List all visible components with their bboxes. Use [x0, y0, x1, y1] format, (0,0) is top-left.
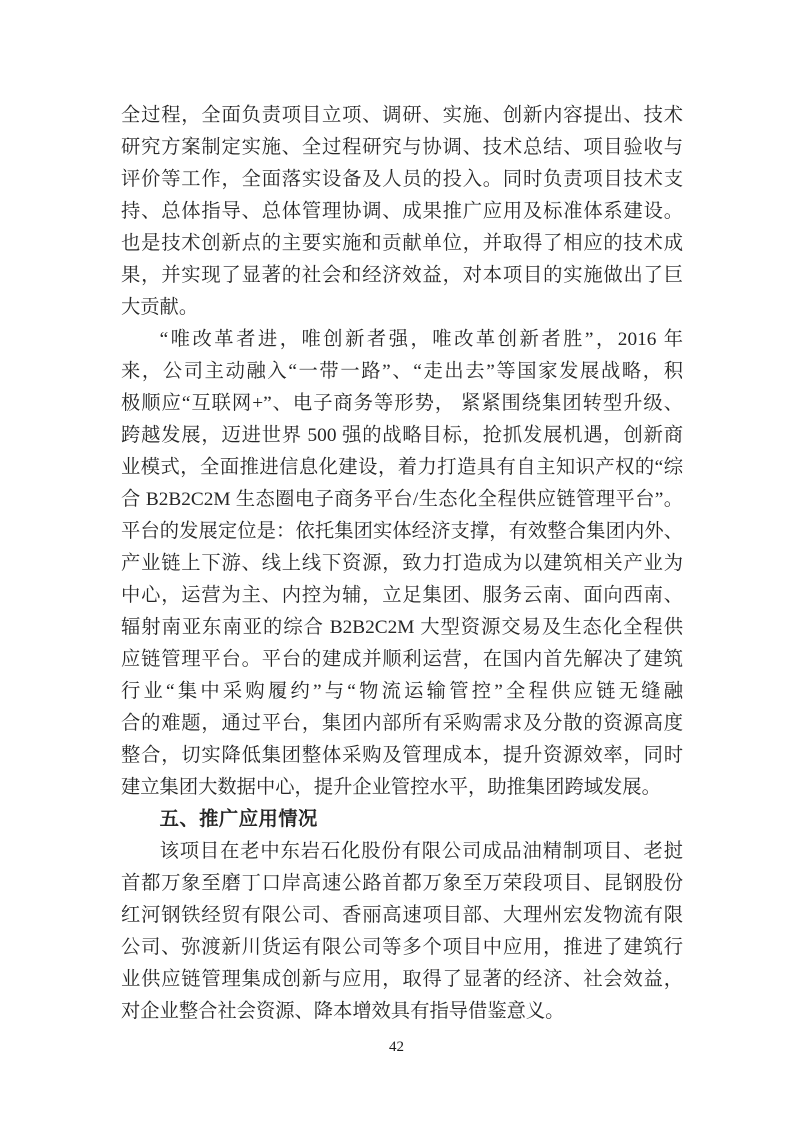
text-line: 该项目在老中东岩石化股份有限公司成品油精制项目、老挝: [159, 841, 683, 862]
text-line: 中心，运营为主、内控为辅，立足集团、服务云南、面向西南、: [121, 585, 683, 606]
text-line: 果，并实现了显著的社会和经济效益，对本项目的实施做出了巨: [121, 265, 683, 286]
text-line: 平台的发展定位是：依托集团实体经济支撑，有效整合集团内外、: [121, 521, 683, 542]
section-heading: 五、推广应用情况: [159, 809, 318, 830]
text-line: 来，公司主动融入“一带一路”、“走出去”等国家发展战略，积: [121, 361, 683, 382]
text-line: 极顺应“互联网+”、电子商务等形势， 紧紧围绕集团转型升级、: [121, 393, 683, 414]
text-line: 辐射南亚东南亚的综合 B2B2C2M 大型资源交易及生态化全程供: [121, 617, 683, 638]
page-number: 42: [389, 1039, 404, 1055]
text-line: 全过程，全面负责项目立项、调研、实施、创新内容提出、技术: [121, 105, 683, 126]
text-line: 对企业整合社会资源、降本增效具有指导借鉴意义。: [121, 1001, 565, 1022]
text-line: 合的难题，通过平台，集团内部所有采购需求及分散的资源高度: [121, 713, 683, 734]
text-line: 建立集团大数据中心，提升企业管控水平，助推集团跨域发展。: [121, 777, 661, 798]
text-line: 业模式，全面推进信息化建设，着力打造具有自主知识产权的“综: [121, 457, 683, 478]
text-line: 业供应链管理集成创新与应用，取得了显著的经济、社会效益，: [121, 969, 683, 990]
text-line: 研究方案制定实施、全过程研究与协调、技术总结、项目验收与: [121, 137, 683, 158]
text-line: 公司、弥渡新川货运有限公司等多个项目中应用，推进了建筑行: [121, 937, 683, 958]
text-line: 产业链上下游、线上线下资源，致力打造成为以建筑相关产业为: [121, 553, 683, 574]
text-line: 也是技术创新点的主要实施和贡献单位，并取得了相应的技术成: [121, 233, 683, 254]
text-line: 应链管理平台。平台的建成并顺利运营，在国内首先解决了建筑: [121, 649, 683, 670]
text-line: 整合，切实降低集团整体采购及管理成本，提升资源效率，同时: [121, 745, 683, 766]
text-line: 持、总体指导、总体管理协调、成果推广应用及标准体系建设。: [121, 201, 683, 222]
text-line: 大贡献。: [121, 297, 199, 318]
document-body: [121, 100, 683, 1028]
text-line: 评价等工作，全面落实设备及人员的投入。同时负责项目技术支: [121, 169, 683, 190]
text-line: 行业“集中采购履约”与“物流运输管控”全程供应链无缝融: [121, 681, 683, 702]
text-line: 跨越发展，迈进世界 500 强的战略目标，抢抓发展机遇，创新商: [121, 425, 683, 446]
text-line: “唯改革者进，唯创新者强，唯改革创新者胜”，2016 年: [159, 329, 683, 350]
text-line: 红河钢铁经贸有限公司、香丽高速项目部、大理州宏发物流有限: [121, 905, 683, 926]
text-line: 首都万象至磨丁口岸高速公路首都万象至万荣段项目、昆钢股份: [121, 873, 683, 894]
text-line: 合 B2B2C2M 生态圈电子商务平台/生态化全程供应链管理平台”。: [121, 489, 683, 510]
